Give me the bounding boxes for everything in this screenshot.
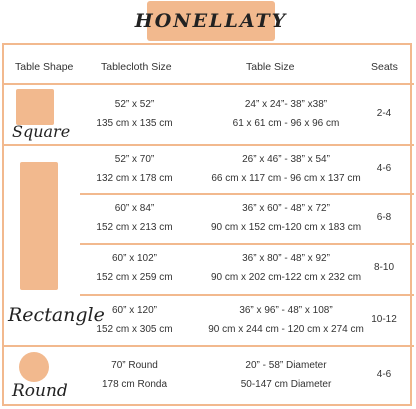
seats-value: 4-6 [376,163,392,174]
tablecloth-size-inches: 60” x 102” [111,253,158,264]
tablecloth-size-cell [92,356,177,394]
table-size-cm: 66 cm x 117 cm - 96 cm x 137 cm [211,173,361,184]
square-shape-icon [16,89,54,125]
table-size-inches: 20” - 58” Diameter [245,360,327,371]
tablecloth-size-inches: 52” x 70” [114,154,155,165]
tablecloth-size-inches: 52” x 52” [114,99,155,110]
tablecloth-size-cm: 135 cm x 135 cm [96,118,173,129]
seats-value: 2-4 [376,108,392,119]
tablecloth-size-inches: 60” x 120” [111,305,158,316]
round-shape-icon [19,352,49,382]
table-size-cm: 90 cm x 244 cm - 120 cm x 274 cm [208,324,364,335]
tablecloth-size-cell [92,301,177,339]
tablecloth-size-cell [92,199,177,237]
table-size-inches: 36” x 60” - 48” x 72” [242,203,330,214]
row-divider [80,294,414,296]
shape-label-square: Square [12,122,71,141]
seats-value: 6-8 [376,212,392,223]
tablecloth-size-cell [92,95,177,133]
brand-logo: HONELLATY [147,1,275,41]
header-table-size: Table Size [246,61,295,73]
seats-value: 4-6 [376,369,392,380]
table-size-cm: 50-147 cm Diameter [240,379,332,390]
tablecloth-size-cm: 152 cm x 213 cm [96,222,173,233]
table-size-cell [188,301,384,339]
shape-label-round: Round [12,381,68,401]
table-size-inches: 36” x 96” - 48” x 108” [239,305,333,316]
header-table-shape: Table Shape [15,61,74,73]
tablecloth-size-cm: 132 cm x 178 cm [96,173,173,184]
rectangle-shape-icon [20,162,58,290]
seats-value: 10-12 [371,314,397,325]
table-size-cell [194,95,378,133]
row-divider [2,345,414,347]
row-divider [2,144,414,146]
row-divider [80,193,414,195]
tablecloth-size-cm: 152 cm x 259 cm [96,272,173,283]
table-size-inches: 36” x 80” - 48” x 92” [242,253,330,264]
table-size-cell [194,150,378,188]
tablecloth-size-inches: 70” Round [111,360,158,371]
header-seats: Seats [371,61,398,73]
table-size-cell [194,249,378,287]
table-size-cell [194,356,378,394]
tablecloth-size-cm: 178 cm Ronda [101,379,168,390]
shape-label-rectangle: Rectangle [8,304,105,326]
header-tablecloth-size: Tablecloth Size [101,61,172,73]
table-size-inches: 26” x 46” - 38” x 54” [242,154,330,165]
row-divider [2,83,414,85]
seats-value: 8-10 [373,262,394,273]
tablecloth-size-inches: 60” x 84” [114,203,155,214]
table-size-cm: 90 cm x 152 cm-120 cm x 183 cm [210,222,362,233]
tablecloth-size-cm: 152 cm x 305 cm [96,324,173,335]
row-divider [80,243,414,245]
table-size-cm: 90 cm x 202 cm-122 cm x 232 cm [210,272,362,283]
tablecloth-size-cell [92,249,177,287]
table-size-cm: 61 x 61 cm - 96 x 96 cm [232,118,340,129]
table-size-cell [194,199,378,237]
table-size-inches: 24” x 24”- 38” x38” [244,99,328,110]
tablecloth-size-cell [92,150,177,188]
